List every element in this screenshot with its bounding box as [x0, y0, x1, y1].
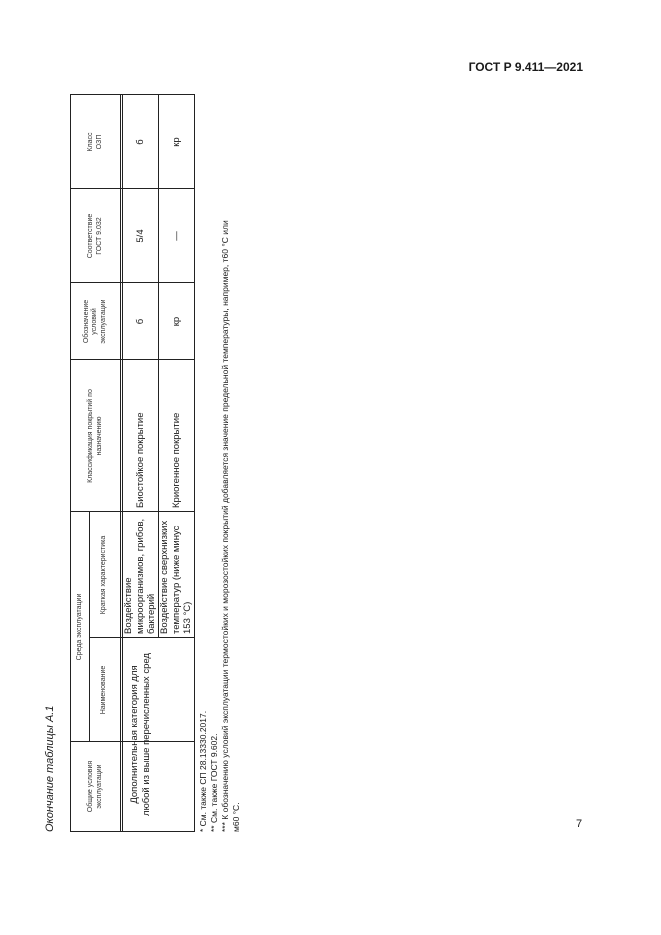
page-number: 7: [576, 818, 583, 830]
row2-ozp: кр: [170, 137, 182, 147]
header-short-characteristic: Краткая характеристика: [100, 535, 108, 615]
header-bottom-rule: [120, 95, 121, 831]
table-caption: Окончание таблицы А.1: [44, 705, 56, 832]
row2-classification: Криогенное покрытие: [170, 412, 182, 508]
footnotes: [198, 92, 242, 832]
row1-ozp: б: [134, 139, 146, 145]
header-gost-correspondence: Соответствие ГОСТ 9.032: [87, 213, 103, 259]
row2-designation: кр: [170, 316, 182, 327]
group-label: Дополнительная категория для любой из выше перечисленных сред: [129, 653, 152, 816]
document-header: ГОСТ Р 9.411—2021: [468, 60, 583, 74]
header-general-conditions: Общие условия эксплуатации: [87, 760, 103, 813]
row2-gost: —: [170, 231, 182, 241]
header-operating-conditions: Обозначение условий эксплуатации: [82, 299, 107, 344]
header-coating-classification: Классификация покрытий по назначению: [87, 389, 103, 483]
footnote-1: * См. также СП 28.13330.2017.: [198, 710, 208, 832]
footnote-3-line1: *** К обозначению условий эксплуатации термостойких и морозостойких покрытий добавляется значение предельной температуры, например, т60 °С или: [220, 220, 231, 832]
row2-characteristic: Воздействие сверхнизких температур (ниже минус 153 °С): [158, 520, 194, 634]
header-name: Наименование: [100, 665, 108, 715]
row1-designation: б: [134, 318, 146, 325]
row1-characteristic: Воздействие микроорганизмов, грибов, бактерий: [122, 518, 158, 634]
rotated-table-block: [40, 92, 252, 832]
footnote-3-line2: м60 °С.: [231, 802, 242, 832]
table: [70, 94, 195, 832]
row1-gost: 5/4: [134, 229, 146, 243]
header-environment: Среда эксплуатации: [75, 593, 83, 661]
footnote-2: ** См. также ГОСТ 9.602.: [209, 733, 220, 832]
row1-classification: Биостойкое покрытие: [134, 412, 146, 508]
header-ozp-class: Класс ОЗП: [87, 132, 103, 152]
